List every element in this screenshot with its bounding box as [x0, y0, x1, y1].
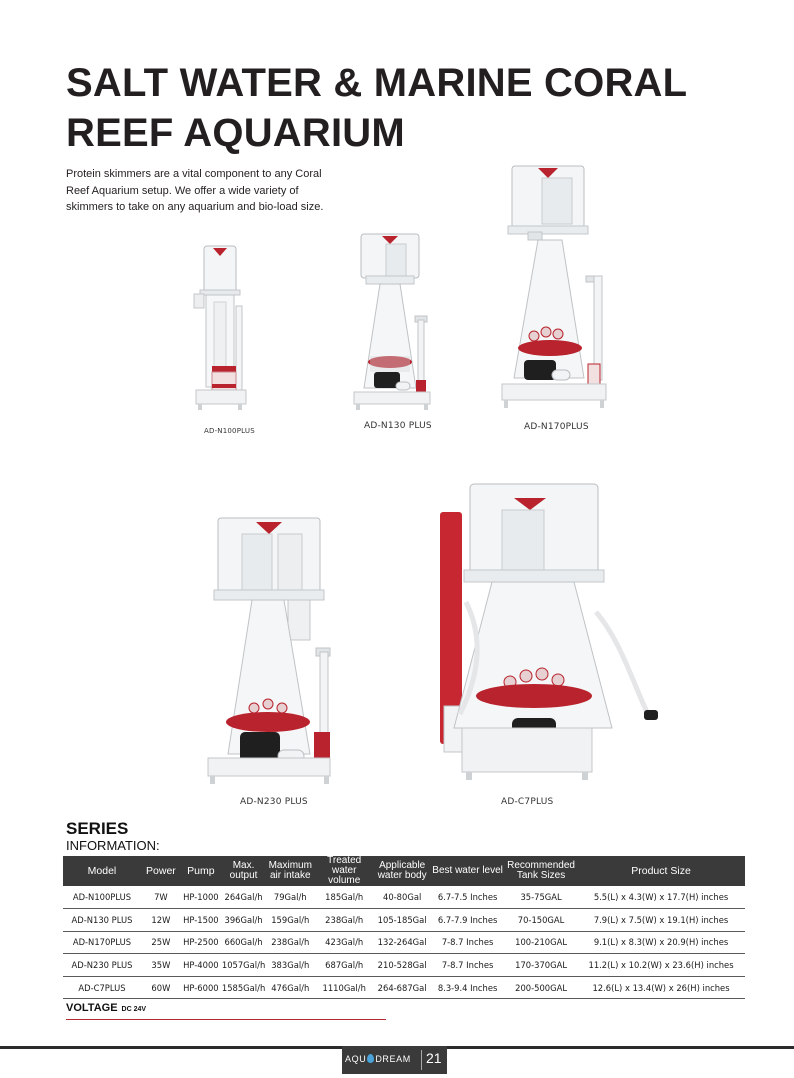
col-header-max-output: Max. output — [221, 856, 266, 886]
col-header-model: Model — [63, 856, 141, 886]
cell-water-level: 7-8.7 Inches — [430, 954, 505, 977]
voltage-value: DC 24V — [121, 1006, 147, 1013]
cell-model: AD-N130 PLUS — [63, 909, 141, 932]
product-label-ad-n130plus: AD-N130 PLUS — [364, 421, 432, 431]
cell-product-size: 7.9(L) x 7.5(W) x 19.1(H) inches — [577, 909, 745, 932]
cell-treated-volume: 185Gal/h — [314, 886, 374, 909]
voltage-divider — [66, 1019, 386, 1020]
product-image-ad-n100plus — [192, 242, 252, 414]
cell-tank-sizes: 100-210GAL — [505, 931, 577, 954]
cell-treated-volume: 1110Gal/h — [314, 976, 374, 999]
cell-model: AD-N170PLUS — [63, 931, 141, 954]
cell-product-size: 9.1(L) x 8.3(W) x 20.9(H) inches — [577, 931, 745, 954]
voltage-title: VOLTAGE — [66, 1002, 118, 1014]
col-header-recommended-tank-sizes: Recommended Tank Sizes — [505, 856, 577, 886]
footer-separator — [421, 1050, 422, 1070]
cell-pump: HP-4000 — [181, 954, 221, 977]
cell-treated-volume: 423Gal/h — [314, 931, 374, 954]
cell-water-level: 8.3-9.4 Inches — [430, 976, 505, 999]
product-label-ad-c7plus: AD-C7PLUS — [501, 797, 554, 807]
table-row — [63, 931, 745, 954]
col-header-treated-water-volume: Treated water volume — [314, 856, 374, 886]
table-row — [63, 954, 745, 977]
cell-air-intake: 79Gal/h — [266, 886, 314, 909]
product-image-ad-n230plus — [206, 516, 338, 790]
spec-table-header-row — [63, 856, 745, 886]
col-header-max-air-intake: Maximum air intake — [266, 856, 314, 886]
cell-power: 60W — [141, 976, 181, 999]
table-row — [63, 976, 745, 999]
brand-logo — [345, 1054, 411, 1064]
table-row — [63, 909, 745, 932]
cell-air-intake: 159Gal/h — [266, 909, 314, 932]
cell-model: AD-N230 PLUS — [63, 954, 141, 977]
cell-product-size: 5.5(L) x 4.3(W) x 17.7(H) inches — [577, 886, 745, 909]
col-header-power: Power — [141, 856, 181, 886]
col-header-best-water-level: Best water level — [430, 856, 505, 886]
cell-power: 12W — [141, 909, 181, 932]
cell-product-size: 12.6(L) x 13.4(W) x 26(H) inches — [577, 976, 745, 999]
cell-treated-volume: 238Gal/h — [314, 909, 374, 932]
cell-power: 25W — [141, 931, 181, 954]
cell-model: AD-C7PLUS — [63, 976, 141, 999]
product-label-ad-n170plus: AD-N170PLUS — [524, 422, 589, 432]
cell-model: AD-N100PLUS — [63, 886, 141, 909]
cell-tank-sizes: 70-150GAL — [505, 909, 577, 932]
series-heading: SERIES — [66, 819, 129, 838]
product-label-ad-n100plus: AD-N100PLUS — [204, 427, 255, 435]
page-title — [66, 58, 746, 158]
cell-power: 35W — [141, 954, 181, 977]
cell-water-level: 6.7-7.9 Inches — [430, 909, 505, 932]
cell-tank-sizes: 170-370GAL — [505, 954, 577, 977]
cell-tank-sizes: 200-500GAL — [505, 976, 577, 999]
cell-water-level: 6.7-7.5 Inches — [430, 886, 505, 909]
cell-water-body: 210-528Gal — [374, 954, 430, 977]
cell-product-size: 11.2(L) x 10.2(W) x 23.6(H) inches — [577, 954, 745, 977]
intro-paragraph: Protein skimmers are a vital component to any Coral Reef Aquarium setup. We offer a wide variety of skimmers to take on any aquarium and bio-load size. — [66, 168, 324, 213]
title-line-1: SALT WATER & MARINE CORAL — [66, 61, 688, 105]
spec-table — [63, 856, 745, 999]
cell-max-output: 264Gal/h — [221, 886, 266, 909]
cell-water-body: 264-687Gal — [374, 976, 430, 999]
cell-water-body: 40-80Gal — [374, 886, 430, 909]
cell-air-intake: 383Gal/h — [266, 954, 314, 977]
cell-tank-sizes: 35-75GAL — [505, 886, 577, 909]
series-subheading: INFORMATION: — [66, 838, 160, 853]
cell-air-intake: 238Gal/h — [266, 931, 314, 954]
col-header-applicable-water-body: Applicable water body — [374, 856, 430, 886]
cell-power: 7W — [141, 886, 181, 909]
cell-pump: HP-1500 — [181, 909, 221, 932]
cell-max-output: 1585Gal/h — [221, 976, 266, 999]
cell-water-body: 132-264Gal — [374, 931, 430, 954]
col-header-product-size: Product Size — [577, 856, 745, 886]
cell-water-level: 7-8.7 Inches — [430, 931, 505, 954]
cell-air-intake: 476Gal/h — [266, 976, 314, 999]
product-image-ad-n130plus — [352, 232, 434, 412]
logo-text-left: AQU — [345, 1054, 367, 1064]
cell-water-body: 105-185Gal — [374, 909, 430, 932]
voltage-label — [66, 1002, 146, 1014]
product-image-ad-c7plus — [436, 482, 668, 782]
product-label-ad-n230plus: AD-N230 PLUS — [240, 797, 308, 807]
water-drop-icon — [367, 1054, 374, 1063]
page-number: 21 — [426, 1050, 442, 1066]
col-header-pump: Pump — [181, 856, 221, 886]
cell-pump: HP-1000 — [181, 886, 221, 909]
cell-max-output: 660Gal/h — [221, 931, 266, 954]
cell-pump: HP-6000 — [181, 976, 221, 999]
logo-text-right: DREAM — [375, 1054, 411, 1064]
cell-treated-volume: 687Gal/h — [314, 954, 374, 977]
title-line-2: REEF AQUARIUM — [66, 111, 405, 155]
product-image-ad-n170plus — [500, 164, 612, 414]
cell-max-output: 1057Gal/h — [221, 954, 266, 977]
cell-pump: HP-2500 — [181, 931, 221, 954]
cell-max-output: 396Gal/h — [221, 909, 266, 932]
table-row — [63, 886, 745, 909]
